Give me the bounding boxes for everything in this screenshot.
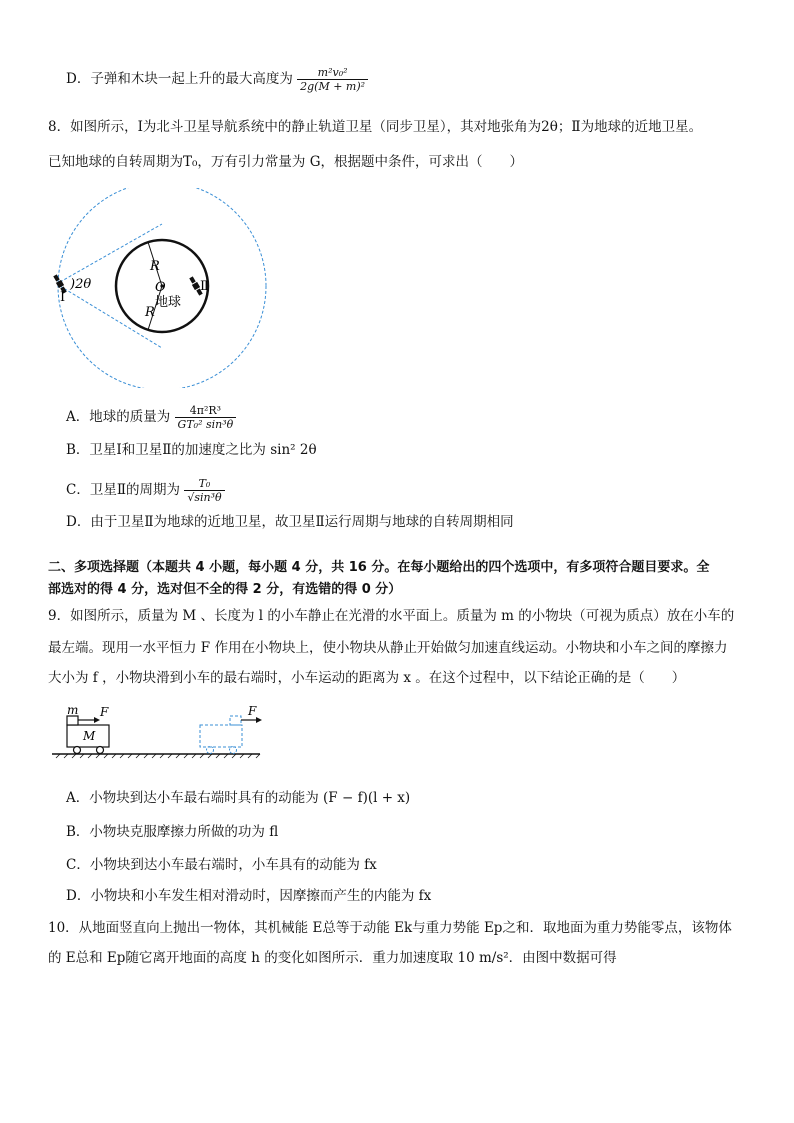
q8-option-a-fraction: $\frac{\text{4π²R³}}{\text{GT₀² sin³θ}}$ xyxy=(175,404,237,431)
label-f2: F xyxy=(248,704,257,718)
q10-stem-line1: 10．从地面竖直向上抛出一物体，其机械能 E总等于动能 Ek与重力势能 Ep之和．取地面为重力势能零点，该物体 xyxy=(48,920,732,936)
q8-option-d: D．由于卫星Ⅱ为地球的近地卫星，故卫星Ⅱ运行周期与地球的自转周期相同 xyxy=(66,514,514,530)
label-angle: )2θ xyxy=(70,277,92,292)
label-sat1: Ⅰ xyxy=(60,290,66,305)
q9-cart-diagram xyxy=(50,703,270,763)
q10-stem-line2: 的 E总和 Ep随它离开地面的高度 h 的变化如图所示．重力加速度取 10 m/s²．由图中数据可得 xyxy=(48,950,617,966)
q8-stem-line1: 8．如图所示，Ⅰ为北斗卫星导航系统中的静止轨道卫星（同步卫星），其对地张角为2θ；Ⅱ为地球的近地卫星。 xyxy=(48,119,703,135)
q9-stem-line2: 最左端。现用一水平恒力 F 作用在小物块上，使小物块从静止开始做匀加速直线运动。小物块和小车之间的摩擦力 xyxy=(48,640,728,656)
label-r-top: R xyxy=(150,259,160,274)
q9-option-d: D．小物块和小车发生相对滑动时，因摩擦而产生的内能为 fx xyxy=(66,888,432,904)
label-m: m xyxy=(67,703,79,717)
q9-option-b: B．小物块克服摩擦力所做的功为 fl xyxy=(66,824,279,840)
block-initial xyxy=(67,716,78,725)
q7-option-d-fraction: $\frac{\text{m²v₀²}}{\text{2g(M + m)²}}$ xyxy=(297,66,368,93)
force-arrowhead-2 xyxy=(256,717,262,723)
q8-satellite-diagram xyxy=(48,188,268,388)
q8-option-c: C．卫星Ⅱ的周期为 $\frac{\text{T₀}}{\text{√sin³θ}}$ xyxy=(66,477,225,504)
q9-stem-line1: 9．如图所示，质量为 M 、长度为 l 的小车静止在光滑的水平面上。质量为 m 的小物块（可视为质点）放在小车的 xyxy=(48,608,735,624)
label-sat2: Ⅱ xyxy=(200,279,209,294)
tangent-line-top xyxy=(60,224,162,282)
q8-stem-line2: 已知地球的自转周期为T₀，万有引力常量为 G，根据题中条件，可求出（ ） xyxy=(48,154,523,170)
q8-option-a: A．地球的质量为 $\frac{\text{4π²R³}}{\text{GT₀² sin³θ}}$ xyxy=(66,404,236,431)
q8-option-c-fraction: $\frac{\text{T₀}}{\text{√sin³θ}}$ xyxy=(184,477,224,504)
q9-option-a: A．小物块到达小车最右端时具有的动能为 (F − f)(l + x) xyxy=(66,790,411,806)
q7-option-d: D．子弹和木块一起上升的最大高度为 $\frac{\text{m²v₀²}}{\text{2g(M + m)²}}$ xyxy=(66,66,368,93)
block-final xyxy=(230,716,241,725)
cart-final-wheel-right xyxy=(230,747,237,754)
section2-heading-line2: 部选对的得 4 分，选对但不全的得 2 分，有选错的得 0 分） xyxy=(48,582,402,597)
label-earth: 地球 xyxy=(155,295,182,310)
cart-final xyxy=(200,725,242,747)
q9-option-c: C．小物块到达小车最右端时，小车具有的动能为 fx xyxy=(66,857,377,873)
cart-final-wheel-left xyxy=(207,747,214,754)
label-o: O xyxy=(155,280,166,295)
q9-stem-line3: 大小为 f ，小物块滑到小车的最右端时，小车运动的距离为 x 。在这个过程中，以下结论正确的是（ ） xyxy=(48,670,686,686)
cart-wheel-right xyxy=(97,747,104,754)
q8-option-b: B．卫星Ⅰ和卫星Ⅱ的加速度之比为 sin² 2θ xyxy=(66,442,317,458)
label-f1: F xyxy=(100,705,109,719)
label-r-bottom: R xyxy=(145,305,155,320)
section2-heading-line1: 二、多项选择题（本题共 4 小题，每小题 4 分，共 16 分。在每小题给出的四个选项中，有多项符合题目要求。全 xyxy=(48,560,710,575)
cart-wheel-left xyxy=(74,747,81,754)
label-big-m: M xyxy=(83,729,96,743)
